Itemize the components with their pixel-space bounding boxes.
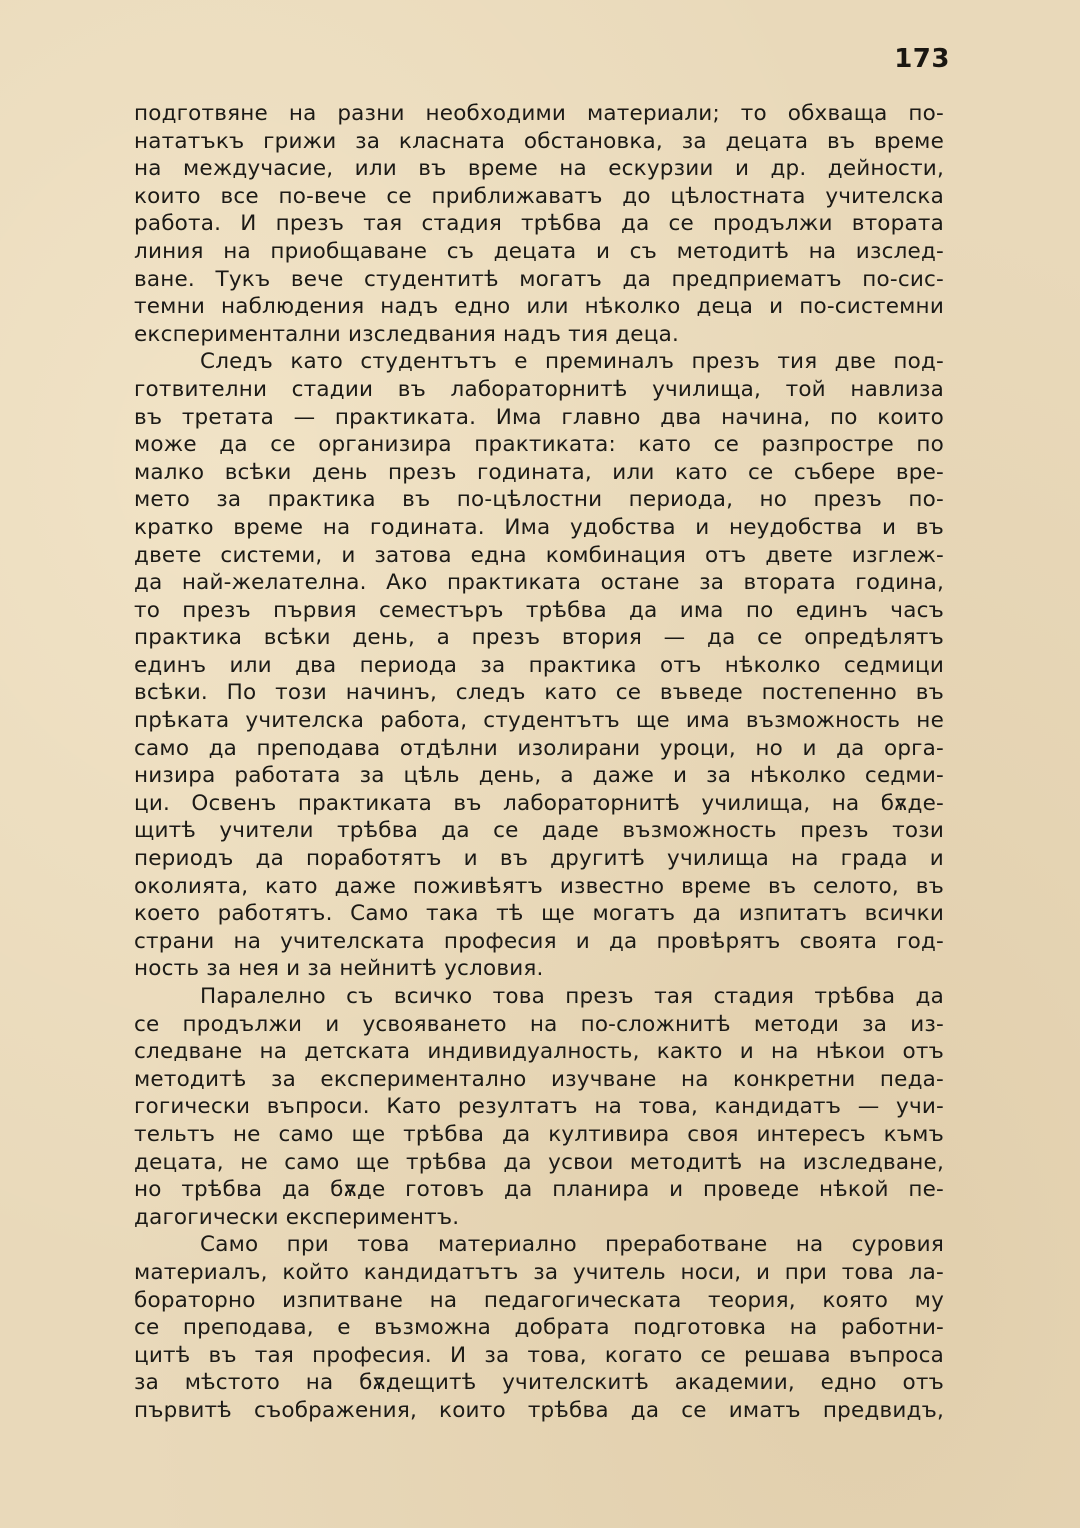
text-line: единъ или два периода за практика отъ нѣколко седмици [134, 652, 944, 678]
text-line: околията, като даже поживѣятъ известно време въ селото, въ [134, 873, 944, 899]
text-line: се преподава, е възможна добрата подготовка на работни- [134, 1315, 944, 1341]
text-line: за мѣстото на бѫдещитѣ учителскитѣ академии, едно отъ [134, 1370, 944, 1396]
text-line: Паралелно съ всичко това презъ тая стадия трѣбва да [200, 984, 944, 1009]
text-line: кратко време на годината. Има удобства и неудобства и въ [134, 514, 944, 540]
text-line: нататъкъ грижи за класната обстановка, за децата въ време [134, 128, 944, 154]
text-line: низира работата за цѣль день, а даже и за нѣколко седми- [134, 763, 944, 789]
text-line: работа. И презъ тая стадия трѣбва да се продължи втората [134, 211, 944, 237]
text-line: дагогически експериментъ. [134, 1204, 460, 1230]
text-line: които все по-вече се приближаватъ до цѣлостната учителска [134, 183, 944, 209]
text-line: практика всѣки день, а презъ втория — да се опредѣлятъ [134, 625, 944, 651]
text-line: всѣки. По този начинъ, следъ като се въведе постепенно въ [134, 680, 944, 706]
text-line: ность за нея и за нейнитѣ условия. [134, 956, 544, 982]
text-line: щитѣ учители трѣбва да се даде възможность презъ този [134, 818, 944, 844]
page-number: 173 [894, 44, 950, 74]
text-line: двете системи, и затова една комбинация отъ двете изглеж- [134, 542, 944, 568]
text-line: подготвяне на разни необходими материали; то обхваща по- [134, 101, 944, 126]
text-line: което работятъ. Само така тѣ ще могатъ да изпитатъ всички [134, 901, 944, 927]
text-line: малко всѣки день презъ годината, или като се събере вре- [134, 459, 944, 485]
text-line: темни наблюдения надъ едно или нѣколко деца и по-системни [134, 294, 944, 320]
paragraph-4 [134, 1231, 944, 1424]
text-line: бораторно изпитване на педагогическата теория, която му [134, 1287, 944, 1313]
text-line: се продължи и усвояването на по-сложнитѣ методи за из- [134, 1011, 944, 1037]
text-line: въ третата — практиката. Има главно два начина, по които [134, 404, 944, 430]
text-line: тельтъ не само ще трѣбва да култивира своя интересъ къмъ [134, 1121, 944, 1147]
text-line: Следъ като студентътъ е преминалъ презъ тия две под- [200, 349, 944, 375]
text-line: страни на учителската професия и да провѣрятъ своята год- [134, 928, 944, 954]
text-line: първитѣ съображения, които трѣбва да се иматъ предвидъ, [134, 1397, 944, 1423]
text-line: но трѣбва да бѫде готовъ да планира и проведе нѣкой пе- [134, 1177, 944, 1203]
text-line: то презъ първия семестъръ трѣбва да има по единъ часъ [134, 597, 944, 623]
text-line: линия на приобщаване съ децата и съ методитѣ на изслед- [134, 238, 944, 264]
text-line: ци. Освенъ практиката въ лабораторнитѣ училища, на бѫде- [134, 790, 944, 816]
text-line: материалъ, който кандидатътъ за учитель носи, и при това ла- [134, 1259, 944, 1285]
text-line: може да се организира практиката: като се разпростре по [134, 432, 944, 458]
text-line: децата, не само ще трѣбва да усвои методитѣ на изследване, [134, 1149, 944, 1175]
text-line: цитѣ въ тая професия. И за това, когато се решава въпроса [134, 1342, 944, 1368]
text-line: гогически въпроси. Като резултатъ на това, кандидатъ — учи- [134, 1094, 944, 1120]
text-line: ване. Тукъ вече студентитѣ могатъ да предприематъ по-сис- [134, 266, 944, 292]
text-line: периодъ да поработятъ и въ другитѣ училища на града и [134, 846, 944, 872]
text-line: готвителни стадии въ лабораторнитѣ училища, той навлиза [134, 376, 944, 402]
paragraph-3 [134, 983, 944, 1231]
text-line: методитѣ за експериментално изучване на конкретни педа- [134, 1066, 944, 1092]
paragraph-2 [134, 348, 944, 983]
text-line: мето за практика въ по-цѣлостни периода, но презъ по- [134, 487, 944, 513]
text-line: да най-желателна. Ако практиката остане за втората година, [134, 570, 944, 596]
text-line: следване на детската индивидуалность, както и на нѣкои отъ [134, 1039, 944, 1065]
text-line: на междучасие, или въ време на ескурзии и др. дейности, [134, 156, 944, 182]
text-line: Само при това материално преработване на суровия [200, 1232, 944, 1258]
body-text [134, 100, 944, 1425]
text-line: прѣката учителска работа, студентътъ ще има възможность не [134, 708, 944, 734]
text-line: само да преподава отдѣлни изолирани уроци, но и да орга- [134, 735, 944, 761]
text-line: експериментални изследвания надъ тия деца. [134, 321, 679, 347]
paragraph-1 [134, 100, 944, 348]
